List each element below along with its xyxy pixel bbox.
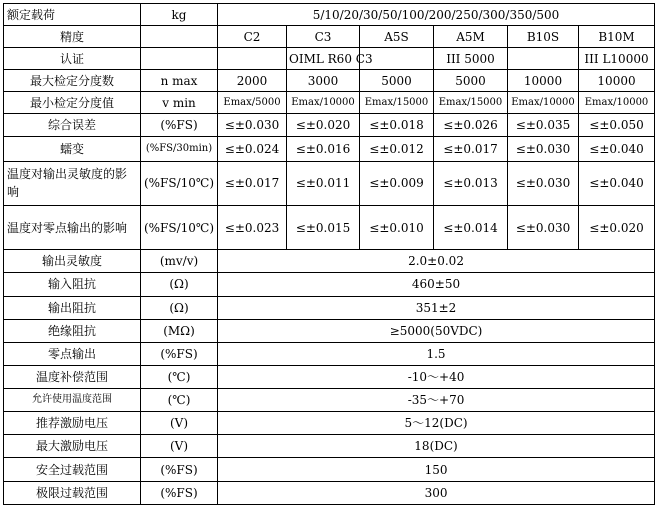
creep-unit: (%FS/30min) — [141, 136, 218, 161]
v-min-value: Emax/10000 — [579, 92, 655, 114]
temp-compensation-value: -10～+40 — [218, 365, 655, 388]
output-impedance-unit: (Ω) — [141, 296, 218, 319]
certification-value: OIML R60 C3 — [287, 48, 360, 70]
temp-zero-value: ≤±0.023 — [218, 206, 287, 250]
creep-value: ≤±0.017 — [434, 136, 508, 161]
row-certification — [4, 48, 655, 70]
row-output-impedance — [4, 296, 655, 319]
row-temp-zero — [4, 206, 655, 250]
spec-table — [3, 3, 655, 505]
safe-overload-value: 150 — [218, 458, 655, 481]
row-output-sensitivity — [4, 250, 655, 273]
ultimate-overload-unit: (%FS) — [141, 481, 218, 504]
creep-label: 蠕变 — [4, 136, 141, 161]
accuracy-value: B10S — [508, 26, 579, 48]
accuracy-label: 精度 — [4, 26, 141, 48]
row-operating-temp — [4, 389, 655, 412]
rated-load-unit: kg — [141, 4, 218, 26]
n-max-value: 5000 — [360, 70, 434, 92]
max-voltage-value: 18(DC) — [218, 435, 655, 458]
temp-zero-value: ≤±0.030 — [508, 206, 579, 250]
creep-value: ≤±0.016 — [287, 136, 360, 161]
temp-zero-value: ≤±0.014 — [434, 206, 508, 250]
temp-sensitivity-value: ≤±0.040 — [579, 161, 655, 205]
temp-sensitivity-value: ≤±0.017 — [218, 161, 287, 205]
zero-output-value: 1.5 — [218, 342, 655, 365]
row-n-max — [4, 70, 655, 92]
row-combined-error — [4, 114, 655, 136]
combined-error-unit: (%FS) — [141, 114, 218, 136]
v-min-value: Emax/15000 — [434, 92, 508, 114]
certification-value — [508, 48, 579, 70]
recommended-voltage-unit: (V) — [141, 412, 218, 435]
rated-load-label: 额定载荷 — [4, 4, 141, 26]
n-max-value: 2000 — [218, 70, 287, 92]
accuracy-unit — [141, 26, 218, 48]
operating-temp-unit: (℃) — [141, 389, 218, 412]
input-impedance-unit: (Ω) — [141, 273, 218, 296]
row-temp-compensation — [4, 365, 655, 388]
temp-sensitivity-unit: (%FS/10℃) — [141, 161, 218, 205]
output-impedance-value: 351±2 — [218, 296, 655, 319]
output-sensitivity-value: 2.0±0.02 — [218, 250, 655, 273]
safe-overload-unit: (%FS) — [141, 458, 218, 481]
accuracy-value: B10M — [579, 26, 655, 48]
n-max-unit: n max — [141, 70, 218, 92]
row-safe-overload — [4, 458, 655, 481]
insulation-impedance-label: 绝缘阻抗 — [4, 319, 141, 342]
output-sensitivity-label: 输出灵敏度 — [4, 250, 141, 273]
insulation-impedance-unit: (MΩ) — [141, 319, 218, 342]
temp-zero-value: ≤±0.015 — [287, 206, 360, 250]
n-max-value: 10000 — [579, 70, 655, 92]
combined-error-value: ≤±0.035 — [508, 114, 579, 136]
row-creep — [4, 136, 655, 161]
temp-sensitivity-value: ≤±0.009 — [360, 161, 434, 205]
creep-value: ≤±0.024 — [218, 136, 287, 161]
row-temp-sensitivity — [4, 161, 655, 205]
row-recommended-voltage — [4, 412, 655, 435]
ultimate-overload-value: 300 — [218, 481, 655, 504]
row-ultimate-overload — [4, 481, 655, 504]
zero-output-label: 零点输出 — [4, 342, 141, 365]
certification-unit — [141, 48, 218, 70]
creep-value: ≤±0.040 — [579, 136, 655, 161]
n-max-label: 最大检定分度数 — [4, 70, 141, 92]
v-min-value: Emax/10000 — [508, 92, 579, 114]
n-max-value: 3000 — [287, 70, 360, 92]
v-min-label: 最小检定分度值 — [4, 92, 141, 114]
accuracy-value: A5S — [360, 26, 434, 48]
operating-temp-value: -35～+70 — [218, 389, 655, 412]
v-min-value: Emax/5000 — [218, 92, 287, 114]
operating-temp-label: 允许使用温度范围 — [4, 389, 141, 412]
accuracy-value: C3 — [287, 26, 360, 48]
insulation-impedance-value: ≥5000(50VDC) — [218, 319, 655, 342]
certification-value: III 5000 — [434, 48, 508, 70]
temp-sensitivity-value: ≤±0.011 — [287, 161, 360, 205]
rated-load-value: 5/10/20/30/50/100/200/250/300/350/500 — [218, 4, 655, 26]
ultimate-overload-label: 极限过载范围 — [4, 481, 141, 504]
input-impedance-label: 输入阻抗 — [4, 273, 141, 296]
input-impedance-value: 460±50 — [218, 273, 655, 296]
row-accuracy — [4, 26, 655, 48]
v-min-value: Emax/10000 — [287, 92, 360, 114]
row-max-voltage — [4, 435, 655, 458]
row-rated-load — [4, 4, 655, 26]
creep-value: ≤±0.030 — [508, 136, 579, 161]
row-zero-output — [4, 342, 655, 365]
v-min-value: Emax/15000 — [360, 92, 434, 114]
combined-error-value: ≤±0.050 — [579, 114, 655, 136]
creep-value: ≤±0.012 — [360, 136, 434, 161]
combined-error-label: 综合误差 — [4, 114, 141, 136]
certification-value — [218, 48, 287, 70]
temp-compensation-unit: (℃) — [141, 365, 218, 388]
temp-sensitivity-value: ≤±0.030 — [508, 161, 579, 205]
temp-zero-value: ≤±0.020 — [579, 206, 655, 250]
row-v-min — [4, 92, 655, 114]
n-max-value: 5000 — [434, 70, 508, 92]
max-voltage-unit: (V) — [141, 435, 218, 458]
temp-zero-value: ≤±0.010 — [360, 206, 434, 250]
max-voltage-label: 最大激励电压 — [4, 435, 141, 458]
row-input-impedance — [4, 273, 655, 296]
combined-error-value: ≤±0.020 — [287, 114, 360, 136]
temp-zero-unit: (%FS/10℃) — [141, 206, 218, 250]
temp-sensitivity-value: ≤±0.013 — [434, 161, 508, 205]
accuracy-value: A5M — [434, 26, 508, 48]
combined-error-value: ≤±0.018 — [360, 114, 434, 136]
recommended-voltage-label: 推荐激励电压 — [4, 412, 141, 435]
output-impedance-label: 输出阻抗 — [4, 296, 141, 319]
recommended-voltage-value: 5～12(DC) — [218, 412, 655, 435]
output-sensitivity-unit: (mv/v) — [141, 250, 218, 273]
temp-sensitivity-label: 温度对输出灵敏度的影响 — [4, 161, 141, 205]
combined-error-value: ≤±0.026 — [434, 114, 508, 136]
temp-compensation-label: 温度补偿范围 — [4, 365, 141, 388]
certification-label: 认证 — [4, 48, 141, 70]
zero-output-unit: (%FS) — [141, 342, 218, 365]
accuracy-value: C2 — [218, 26, 287, 48]
safe-overload-label: 安全过载范围 — [4, 458, 141, 481]
temp-zero-label: 温度对零点输出的影响 — [4, 206, 141, 250]
v-min-unit: v min — [141, 92, 218, 114]
combined-error-value: ≤±0.030 — [218, 114, 287, 136]
certification-value: III L10000 — [579, 48, 655, 70]
n-max-value: 10000 — [508, 70, 579, 92]
row-insulation-impedance — [4, 319, 655, 342]
